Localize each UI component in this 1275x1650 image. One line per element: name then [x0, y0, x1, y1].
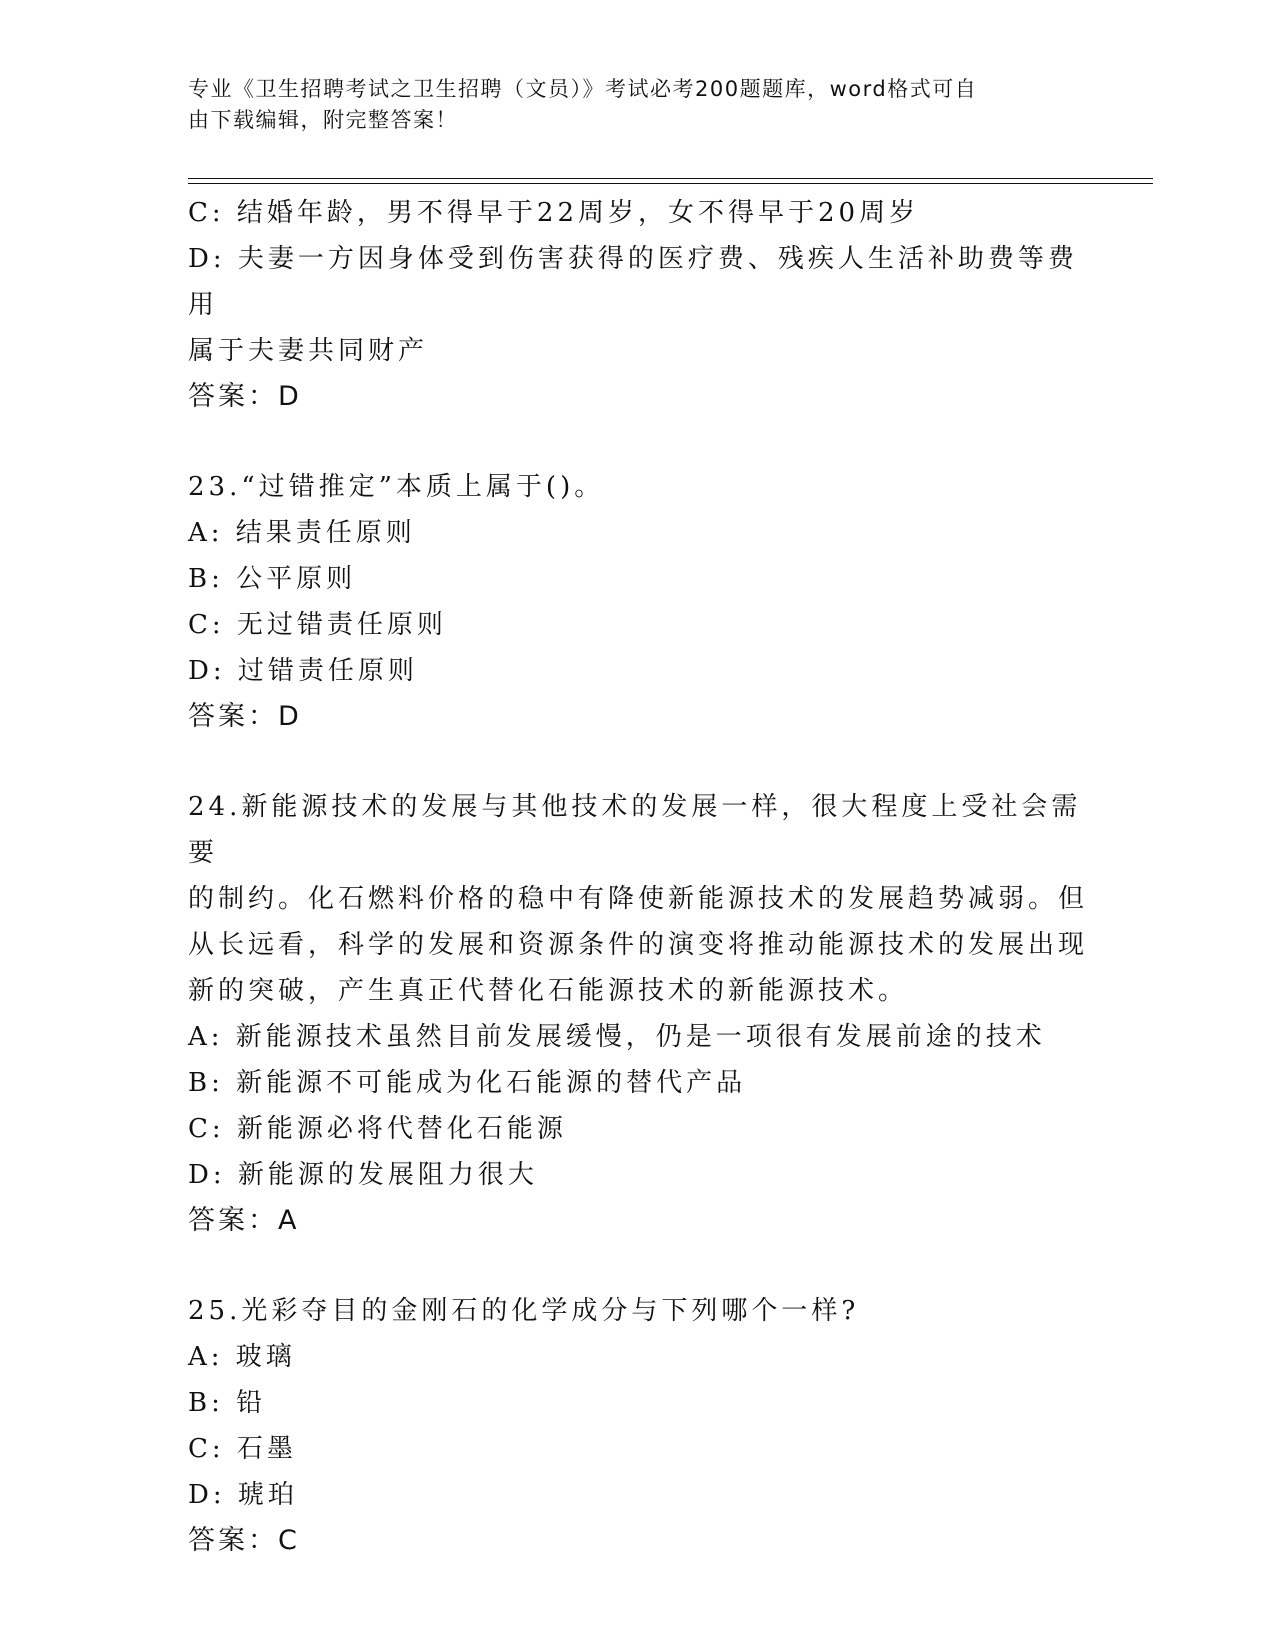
question-23	[188, 464, 1088, 740]
spacer	[188, 420, 1088, 464]
header-line-2: 由下载编辑，附完整答案！	[188, 108, 458, 132]
question-stem-line-4: 新的突破，产生真正代替化石能源技术的新能源技术。	[188, 976, 909, 1006]
option-a: A: 结果责任原则	[188, 518, 416, 548]
spacer	[188, 740, 1088, 784]
question-25	[188, 1288, 1088, 1564]
question-stem: 23.“过错推定”本质上属于()。	[188, 472, 605, 502]
option-d: D: 新能源的发展阻力很大	[188, 1160, 538, 1190]
answer: 答案：C	[188, 1525, 300, 1556]
header-line-1: 专业《卫生招聘考试之卫生招聘（文员）》考试必考200题题库，word格式可自	[188, 77, 978, 101]
question-list	[188, 190, 1088, 1564]
option-d: D: 琥珀	[188, 1480, 298, 1510]
header-divider-bottom	[188, 183, 1153, 184]
question-stem-line-3: 从长远看，科学的发展和资源条件的演变将推动能源技术的发展出现	[188, 930, 1089, 960]
answer: 答案：D	[188, 701, 302, 732]
option-d-continued: 属于夫妻共同财产	[188, 336, 429, 366]
spacer	[188, 1244, 1088, 1288]
option-d: D: 过错责任原则	[188, 656, 418, 686]
question-22-continued	[188, 190, 1088, 420]
option-a: A: 玻璃	[188, 1342, 296, 1372]
option-c: C: 无过错责任原则	[188, 610, 447, 640]
option-b: B: 铅	[188, 1388, 267, 1418]
option-a: A: 新能源技术虽然目前发展缓慢，仍是一项很有发展前途的技术	[188, 1022, 1046, 1052]
question-stem: 24.新能源技术的发展与其他技术的发展一样，很大程度上受社会需要	[188, 792, 1082, 868]
question-stem-line-2: 的制约。化石燃料价格的稳中有降使新能源技术的发展趋势减弱。但	[188, 884, 1089, 914]
option-b: B: 公平原则	[188, 564, 357, 594]
option-c: C: 新能源必将代替化石能源	[188, 1114, 567, 1144]
option-b: B: 新能源不可能成为化石能源的替代产品	[188, 1068, 747, 1098]
header-divider-top	[188, 178, 1153, 179]
question-stem: 25.光彩夺目的金刚石的化学成分与下列哪个一样?	[188, 1296, 860, 1326]
answer: 答案：D	[188, 381, 302, 412]
option-c: C: 结婚年龄，男不得早于22周岁，女不得早于20周岁	[188, 198, 920, 228]
question-24	[188, 784, 1088, 1244]
option-d: D: 夫妻一方因身体受到伤害获得的医疗费、残疾人生活补助费等费用	[188, 244, 1078, 320]
option-c: C: 石墨	[188, 1434, 297, 1464]
document-header	[188, 74, 1078, 136]
answer: 答案：A	[188, 1205, 300, 1236]
